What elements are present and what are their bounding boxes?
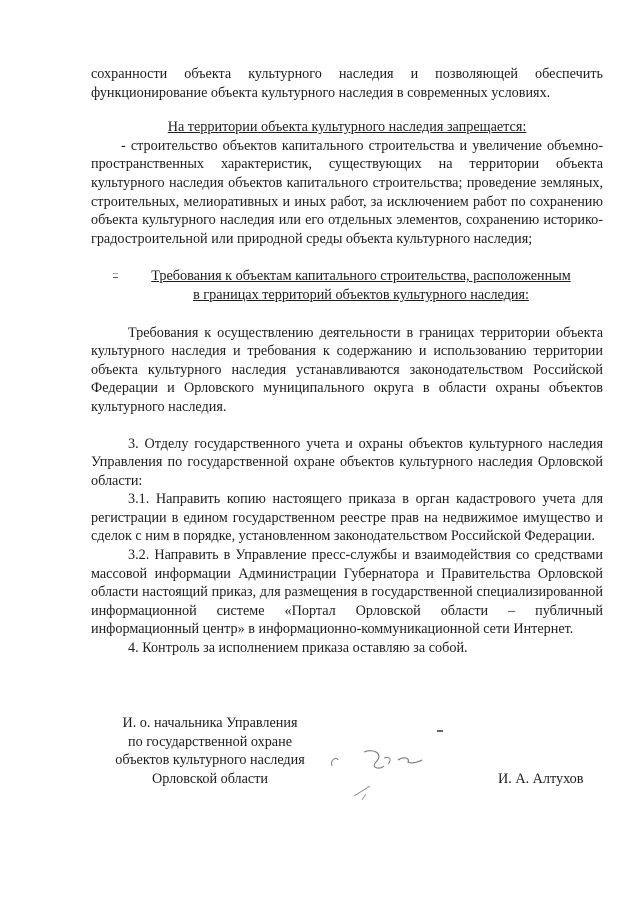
requirements-heading-line2: в границах территорий объектов культурного наследия: bbox=[193, 286, 529, 303]
signature-block bbox=[100, 714, 320, 788]
requirements-heading bbox=[91, 267, 603, 304]
signer-title-line1: И. о. начальника Управления bbox=[122, 715, 298, 731]
signer-title-line2: по государственной охране bbox=[127, 733, 292, 750]
signer-name: И. А. Алтухов bbox=[498, 771, 584, 787]
requirements-paragraph: Требования к осуществлению деятельности в границах территории объекта культурного наследия и требования к содержанию и использованию территории объекта культурного наследия устанавливаются законодательством Российской Федерации и Орловского муниципального округа в области охраны объектов культурного наследия. bbox=[91, 324, 603, 415]
prohibited-paragraph: - строительство объектов капитального строительства и увеличение объемно-пространственных характеристик, существующих на территории объекта культурного наследия объектов капитального строительства; проведение земляных, строительных, мелиоративных и иных работ, за исключением работ по сохранению объекта культурного наследия или его отдельных элементов, сохранению историко-градостроительной или природной среды объекта культурного наследия; bbox=[91, 137, 603, 247]
prohibited-heading: На территории объекта культурного наследия запрещается: bbox=[167, 119, 527, 136]
item-4: 4. Контроль за исполнением приказа оставляю за собой. bbox=[128, 640, 468, 657]
item-3-1: 3.1. Направить копию настоящего приказа в орган кадастрового учета для регистрации в едином государственном реестре прав на недвижимое имущество и сделок с ним в порядке, установленном законодательством Российской Федерации. bbox=[91, 491, 603, 545]
signer-title-line4: Орловской области bbox=[151, 770, 269, 787]
document-body bbox=[91, 65, 603, 658]
item-3: 3. Отделу государственного учета и охраны объектов культурного наследия Управления по государственной охране объектов культурного наследия Орловской области: bbox=[91, 435, 603, 489]
signer-title-line3: объектов культурного наследия bbox=[115, 752, 305, 769]
intro-paragraph: сохранности объекта культурного наследия и позволяющей обеспечить функционирование объекта культурного наследия в современных условиях. bbox=[91, 66, 603, 101]
requirements-heading-line1: Требования к объектам капитального строительства, расположенным bbox=[151, 268, 571, 285]
stray-mark: – bbox=[113, 268, 118, 280]
handwritten-signature-icon bbox=[326, 730, 466, 820]
item-3-2: 3.2. Направить в Управление пресс-службы и взаимодействия со средствами массовой информации Администрации Губернатора и Правительства Орловской области настоящий приказ, для размещения в государственной специализированной информационной системе «Портал Орловской области – публичный информационный центр» в информационно-коммуникационной сети Интернет. bbox=[91, 547, 603, 638]
